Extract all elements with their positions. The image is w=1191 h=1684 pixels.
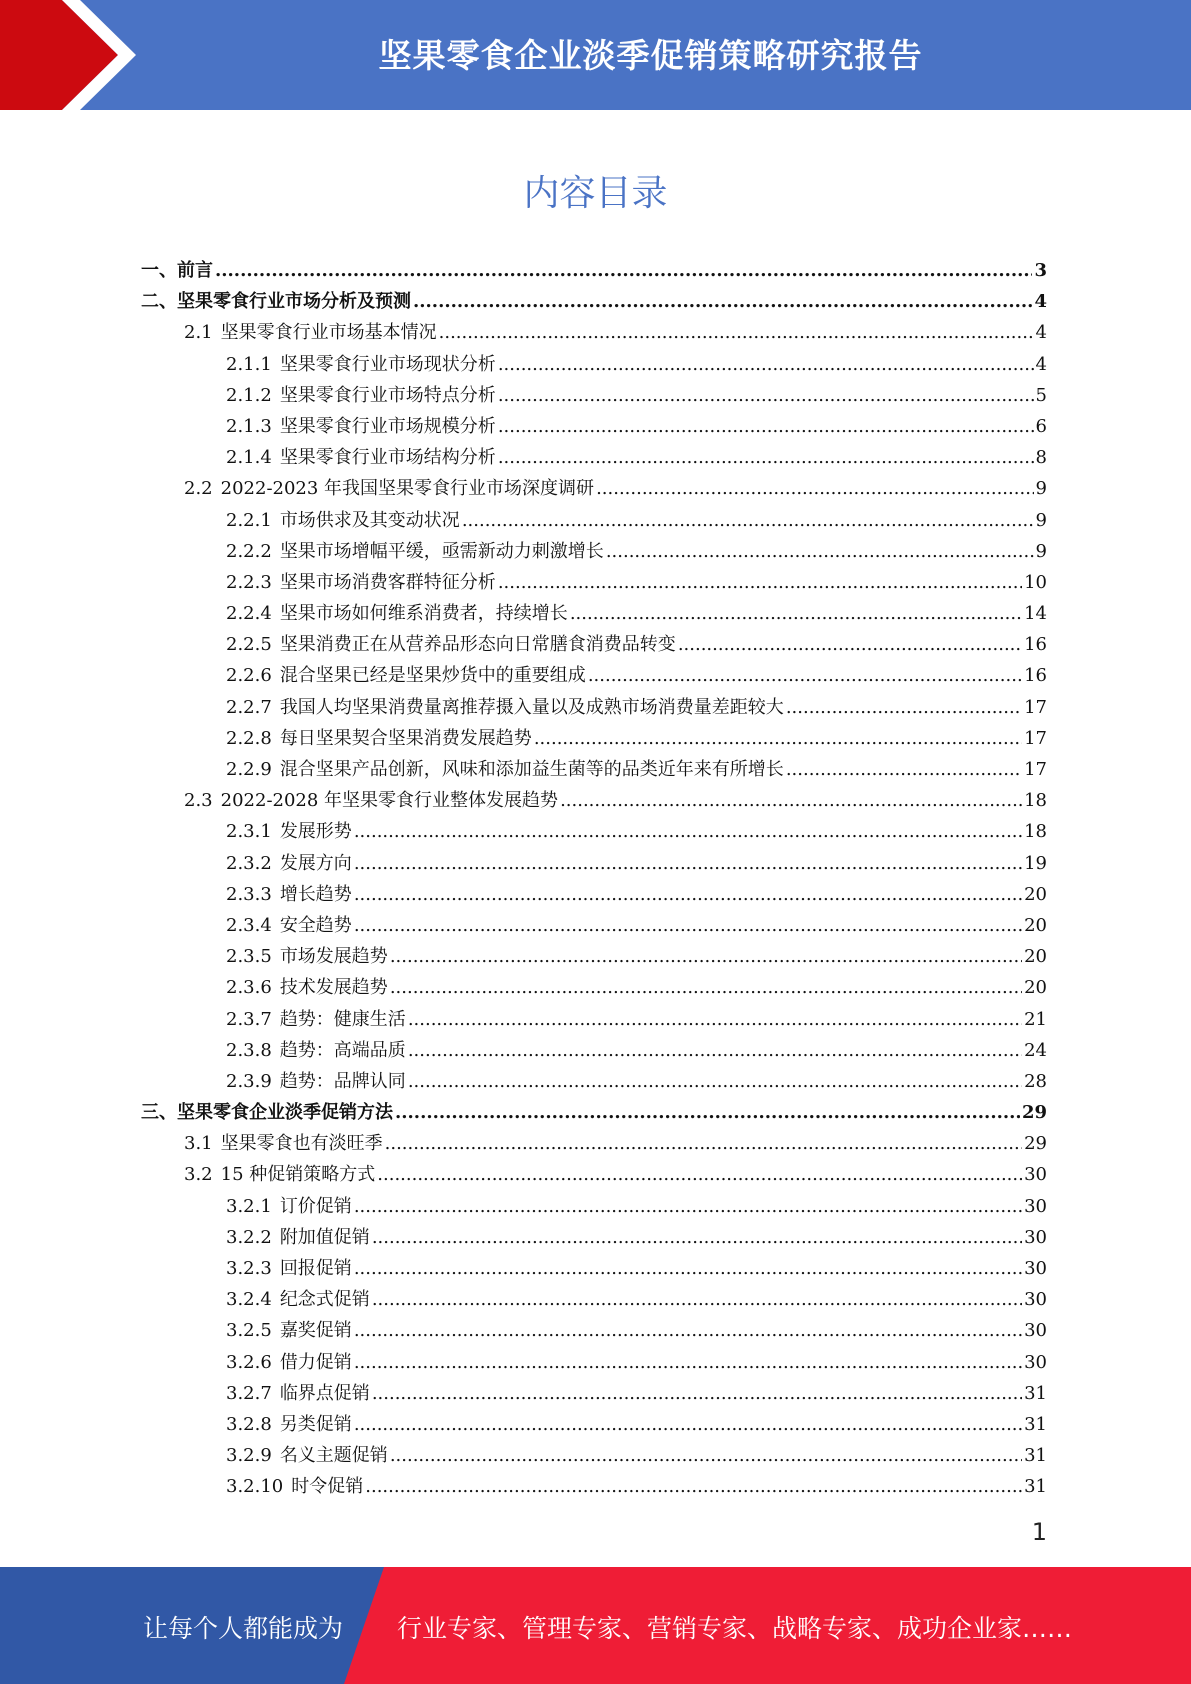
toc-dot-leader (377, 1164, 1022, 1185)
toc-entry[interactable] (141, 1316, 1047, 1347)
toc-entry-number: 2.3.8 (226, 1039, 272, 1061)
toc-entry-number: 2.2 (184, 478, 213, 500)
toc-entry[interactable] (141, 1129, 1047, 1160)
toc-dot-leader (354, 821, 1022, 842)
toc-entry-number: 2.1.4 (226, 447, 272, 469)
toc-dot-leader (385, 1133, 1022, 1154)
toc-entry-number: 2.3.4 (226, 914, 272, 936)
toc-entry[interactable] (141, 755, 1047, 786)
toc-entry-title: 坚果市场如何维系消费者，持续增长 (279, 603, 568, 625)
toc-entry-page: 10 (1024, 571, 1047, 593)
toc-dot-leader (354, 1414, 1022, 1435)
toc-entry[interactable] (141, 973, 1047, 1004)
toc-dot-leader (498, 447, 1034, 468)
toc-entry-title: 坚果零食行业市场特点分析 (279, 384, 496, 406)
toc-entry-title: 坚果消费正在从营养品形态向日常膳食消费品转变 (279, 634, 676, 656)
footer-banner (0, 1567, 1191, 1684)
toc-entry-title: 2022-2023 年我国坚果零食行业市场深度调研 (220, 478, 595, 500)
toc-entry-title: 混合坚果产品创新，风味和添加益生菌等的品类近年来有所增长 (279, 759, 784, 780)
toc-dot-leader (354, 1258, 1022, 1279)
toc-dot-leader (390, 1445, 1022, 1466)
toc-entry-page: 30 (1024, 1226, 1047, 1248)
toc-dot-leader (354, 1320, 1022, 1341)
toc-dot-leader (365, 1476, 1022, 1497)
toc-entry[interactable] (141, 817, 1047, 848)
toc-entry-page: 30 (1024, 1164, 1047, 1186)
toc-entry-title: 趋势：高端品质 (279, 1039, 406, 1061)
toc-entry-title: 技术发展趋势 (279, 977, 388, 999)
footer-slogan-right: 行业专家、管理专家、营销专家、战略专家、成功企业家…… (397, 1614, 1073, 1643)
toc-dot-leader (354, 1196, 1022, 1217)
toc-dot-leader (534, 728, 1022, 749)
toc-entry-number: 2.2.6 (226, 665, 272, 687)
toc-heading: 内容目录 (523, 173, 668, 214)
toc-dot-leader (395, 1102, 1020, 1123)
toc-entry-title: 坚果零食行业市场结构分析 (279, 447, 496, 469)
toc-dot-leader (372, 1383, 1022, 1404)
toc-entry-number: 2.1.2 (226, 384, 272, 406)
toc-entry[interactable] (141, 1254, 1047, 1285)
toc-entry-title: 市场发展趋势 (279, 946, 388, 968)
toc-entry-title: 前言 (177, 260, 213, 281)
toc-entry-number: 2.3 (184, 790, 213, 812)
toc-entry-number: 3.2 (184, 1164, 213, 1186)
toc-dot-leader (498, 385, 1034, 406)
toc-entry-title: 趋势：健康生活 (279, 1008, 406, 1030)
toc-entry[interactable] (141, 1098, 1047, 1129)
toc-dot-leader (408, 1040, 1022, 1061)
toc-dot-leader (354, 884, 1022, 905)
toc-entry-number: 2.2.8 (226, 727, 272, 749)
toc-entry-number: 2.2.3 (226, 571, 272, 593)
toc-entry-page: 30 (1024, 1195, 1047, 1217)
header-banner (0, 0, 1191, 110)
toc-entry[interactable] (141, 474, 1047, 505)
toc-entry-title: 坚果市场消费客群特征分析 (279, 571, 496, 593)
toc-entry-title: 坚果市场增幅平缓，亟需新动力刺激增长 (279, 540, 604, 562)
toc-entry-page: 4 (1035, 353, 1047, 375)
toc-entry-number: 3.2.5 (226, 1320, 272, 1342)
toc-entry-page: 24 (1024, 1039, 1047, 1061)
toc-entry-page: 9 (1035, 509, 1047, 531)
toc-entry-number: 2.3.1 (226, 821, 272, 843)
toc-entry[interactable] (141, 1348, 1047, 1379)
toc-entry-title: 坚果零食也有淡旺季 (220, 1133, 383, 1155)
toc-entry-page: 28 (1024, 1070, 1047, 1092)
toc-dot-leader (462, 510, 1034, 531)
footer-slogan-left: 让每个人都能成为 (143, 1614, 344, 1643)
toc-dot-leader (354, 1352, 1022, 1373)
toc-entry-number: 2.2.1 (226, 509, 272, 531)
toc-entry-title: 坚果零食行业市场基本情况 (220, 322, 437, 344)
toc-entry-number: 2.3.2 (226, 852, 272, 874)
toc-entry-page: 6 (1035, 415, 1047, 437)
toc-dot-leader (354, 915, 1022, 936)
toc-entry-number: 3.2.7 (226, 1382, 272, 1404)
toc-entry-number: 2.3.9 (226, 1070, 272, 1092)
toc-dot-leader (678, 634, 1022, 655)
toc-entry[interactable] (141, 443, 1047, 474)
toc-entry-number: 2.1 (184, 322, 213, 344)
toc-entry[interactable] (141, 1410, 1047, 1441)
toc-entry-title: 临界点促销 (279, 1382, 370, 1404)
toc-dot-leader (413, 291, 1032, 312)
toc-entry-number: 2.2.4 (226, 603, 272, 625)
toc-entry[interactable] (141, 1192, 1047, 1223)
toc-entry[interactable] (141, 630, 1047, 661)
toc-entry-title: 趋势：品牌认同 (279, 1070, 406, 1092)
toc-entry-number: 2.1.1 (226, 353, 272, 375)
toc-entry-title: 坚果零食行业市场规模分析 (279, 415, 496, 437)
toc-entry-page: 31 (1024, 1413, 1047, 1435)
toc-entry-title: 混合坚果已经是坚果炒货中的重要组成 (279, 665, 586, 687)
toc-entry[interactable] (141, 693, 1047, 724)
toc-entry-page: 29 (1024, 1133, 1047, 1155)
toc-entry-number: 二、 (141, 291, 177, 313)
toc-entry[interactable] (141, 318, 1047, 349)
toc-entry-title: 纪念式促销 (279, 1289, 370, 1311)
toc-entry-title: 附加值促销 (279, 1226, 370, 1248)
toc-entry-page: 17 (1024, 727, 1047, 749)
toc-entry-number: 3.2.4 (226, 1289, 272, 1311)
toc-entry-number: 2.3.7 (226, 1008, 272, 1030)
toc-entry-title: 回报促销 (279, 1258, 352, 1279)
toc-entry-page: 17 (1024, 696, 1047, 718)
page-number: 1 (1031, 1518, 1047, 1546)
toc-entry-title: 名义主题促销 (279, 1445, 388, 1467)
toc-dot-leader (390, 977, 1022, 998)
toc-entry[interactable] (141, 911, 1047, 942)
toc-entry-page: 3 (1034, 260, 1047, 281)
toc-dot-leader (498, 354, 1034, 375)
toc-entry-page: 16 (1024, 665, 1047, 687)
toc-entry[interactable] (141, 1441, 1047, 1472)
toc-entry-page: 8 (1035, 447, 1047, 469)
toc-dot-leader (570, 603, 1022, 624)
toc-dot-leader (588, 665, 1022, 686)
toc-dot-leader (786, 759, 1022, 780)
toc-entry-page: 30 (1024, 1289, 1047, 1311)
toc-dot-leader (560, 790, 1022, 811)
toc-entry-number: 2.2.7 (226, 696, 272, 718)
toc-entry-number: 3.2.3 (226, 1258, 272, 1279)
toc-entry-number: 一、 (141, 260, 177, 281)
toc-dot-leader (408, 1071, 1022, 1092)
toc-entry-number: 3.2.2 (226, 1226, 272, 1248)
toc-entry-title: 坚果零食企业淡季促销方法 (177, 1102, 393, 1124)
toc-entry-number: 2.3.6 (226, 977, 272, 999)
toc-entry-number: 3.2.6 (226, 1351, 272, 1373)
toc-entry-page: 20 (1024, 977, 1047, 999)
toc-entry-number: 3.2.8 (226, 1413, 272, 1435)
toc-entry-page: 29 (1021, 1102, 1047, 1124)
toc-entry[interactable] (141, 661, 1047, 692)
toc-entry-number: 2.3.3 (226, 883, 272, 905)
toc-dot-leader (372, 1227, 1022, 1248)
toc-entry[interactable] (141, 506, 1047, 537)
toc-entry-title: 订价促销 (279, 1195, 352, 1217)
toc-entry-number: 3.2.1 (226, 1195, 272, 1217)
toc-entry-page: 30 (1024, 1258, 1047, 1279)
toc-entry-title: 时令促销 (291, 1476, 364, 1498)
toc-entry[interactable] (141, 880, 1047, 911)
toc-dot-leader (354, 853, 1022, 874)
toc-entry-page: 5 (1035, 384, 1047, 406)
toc-entry-title: 每日坚果契合坚果消费发展趋势 (279, 727, 532, 749)
toc-dot-leader (390, 946, 1022, 967)
toc-entry-page: 20 (1024, 883, 1047, 905)
toc-entry-page: 31 (1024, 1476, 1047, 1498)
toc-entry-title: 安全趋势 (279, 914, 352, 936)
toc-entry-page: 31 (1024, 1445, 1047, 1467)
toc-entry-title: 坚果零食行业市场现状分析 (279, 353, 496, 375)
toc-entry-number: 三、 (141, 1102, 177, 1124)
toc-entry-title: 借力促销 (279, 1351, 352, 1373)
toc-entry[interactable] (141, 942, 1047, 973)
table-of-contents (141, 256, 1047, 1504)
toc-entry[interactable] (141, 1005, 1047, 1036)
toc-dot-leader (498, 572, 1022, 593)
toc-entry-number: 2.2.9 (226, 759, 272, 780)
toc-entry-page: 4 (1035, 322, 1047, 344)
toc-entry-number: 2.2.2 (226, 540, 272, 562)
toc-dot-leader (606, 541, 1034, 562)
toc-entry-number: 2.3.5 (226, 946, 272, 968)
toc-entry-title: 我国人均坚果消费量离推荐摄入量以及成熟市场消费量差距较大 (279, 696, 784, 718)
toc-entry-number: 3.2.9 (226, 1445, 272, 1467)
toc-entry-page: 16 (1024, 634, 1047, 656)
toc-entry-number: 2.2.5 (226, 634, 272, 656)
toc-entry-page: 31 (1024, 1382, 1047, 1404)
toc-entry-page: 9 (1035, 478, 1047, 500)
toc-entry[interactable] (141, 1223, 1047, 1254)
toc-entry-title: 15 种促销策略方式 (220, 1164, 376, 1186)
toc-entry[interactable] (141, 350, 1047, 381)
toc-entry-title: 2022-2028 年坚果零食行业整体发展趋势 (220, 790, 559, 812)
toc-entry[interactable] (141, 849, 1047, 880)
toc-entry[interactable] (141, 599, 1047, 630)
toc-entry[interactable] (141, 1472, 1047, 1503)
toc-entry[interactable] (141, 1160, 1047, 1191)
toc-entry-title: 市场供求及其变动状况 (279, 509, 460, 531)
toc-dot-leader (215, 260, 1032, 281)
toc-entry-title: 发展方向 (279, 852, 352, 874)
toc-entry-page: 30 (1024, 1320, 1047, 1342)
toc-entry-page: 21 (1024, 1008, 1047, 1030)
toc-entry[interactable] (141, 1285, 1047, 1316)
toc-dot-leader (786, 697, 1022, 718)
toc-entry-page: 14 (1024, 603, 1047, 625)
toc-entry-page: 20 (1024, 946, 1047, 968)
toc-entry[interactable] (141, 1067, 1047, 1098)
toc-entry-page: 18 (1024, 821, 1047, 843)
toc-entry[interactable] (141, 381, 1047, 412)
toc-entry[interactable] (141, 1379, 1047, 1410)
toc-entry-title: 另类促销 (279, 1413, 352, 1435)
toc-entry-page: 20 (1024, 914, 1047, 936)
toc-entry-number: 2.1.3 (226, 415, 272, 437)
toc-entry-number: 3.1 (184, 1133, 213, 1155)
toc-entry[interactable] (141, 786, 1047, 817)
toc-dot-leader (498, 416, 1034, 437)
toc-dot-leader (439, 322, 1034, 343)
toc-entry-page: 30 (1024, 1351, 1047, 1373)
toc-entry-title: 增长趋势 (279, 883, 352, 905)
toc-entry-title: 嘉奖促销 (279, 1320, 352, 1342)
toc-entry-page: 17 (1024, 759, 1047, 780)
toc-entry-page: 9 (1035, 540, 1047, 562)
toc-entry-page: 19 (1024, 852, 1047, 874)
toc-entry-title: 坚果零食行业市场分析及预测 (177, 291, 411, 313)
toc-entry-number: 3.2.10 (226, 1476, 284, 1498)
toc-entry-title: 发展形势 (279, 821, 352, 843)
toc-entry[interactable] (141, 412, 1047, 443)
toc-dot-leader (408, 1009, 1022, 1030)
toc-entry-page: 4 (1034, 291, 1047, 313)
toc-entry[interactable] (141, 256, 1047, 287)
toc-entry[interactable] (141, 724, 1047, 755)
toc-dot-leader (596, 478, 1033, 499)
toc-entry[interactable] (141, 1036, 1047, 1067)
toc-entry[interactable] (141, 568, 1047, 599)
toc-entry[interactable] (141, 287, 1047, 318)
toc-dot-leader (372, 1289, 1022, 1310)
toc-entry[interactable] (141, 537, 1047, 568)
toc-entry-page: 18 (1024, 790, 1047, 812)
report-title: 坚果零食企业淡季促销策略研究报告 (378, 36, 923, 75)
